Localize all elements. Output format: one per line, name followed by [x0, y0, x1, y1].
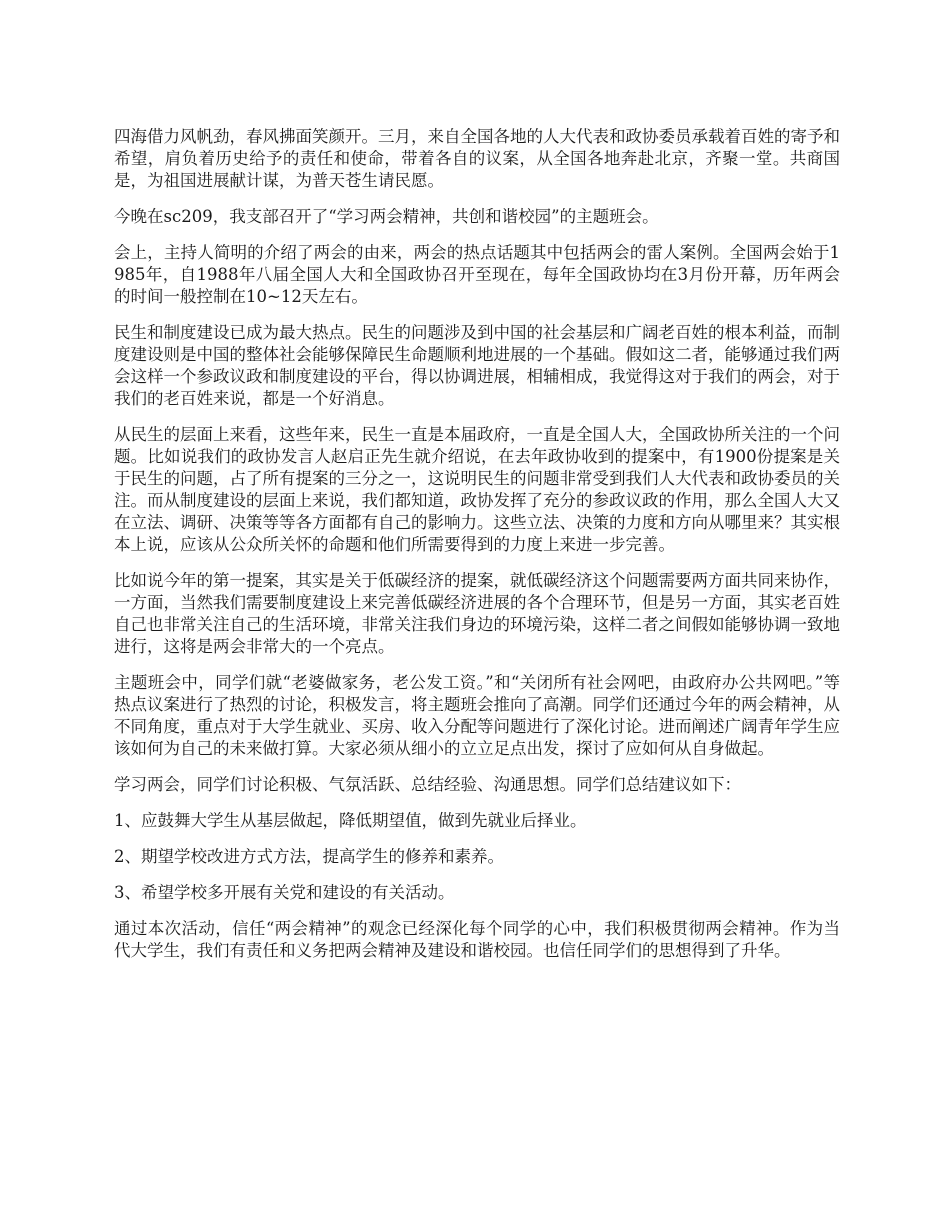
paragraph-meeting: 今晚在sc209，我支部召开了“学习两会精神，共创和谐校园”的主题班会。	[114, 207, 659, 226]
paragraph-intro: 四海借力风帆劲，春风拂面笑颜开。三月，来自全国各地的人大代表和政协委员承载着百姓的寄予和希望，肩负着历史给予的责任和使命，带着各自的议案，从全国各地奔赴北京，齐聚一堂。共商国是，为祖国进展献计谋，为普天苍生请民愿。	[114, 127, 840, 190]
paragraph-history: 会上，主持人简明的介绍了两会的由来，两会的热点话题其中包括两会的雷人案例。全国两会始于1985年，自1988年八届全国人大和全国政协召开至现在，每年全国政协均在3月份开幕，历年两会的时间一般控制在10~12天左右。	[114, 243, 840, 306]
document-body	[114, 126, 840, 976]
list-item-1: 1、应鼓舞大学生从基层做起，降低期望值，做到先就业后择业。	[114, 811, 587, 830]
paragraph-conclusion: 通过本次活动，信任“两会精神”的观念已经深化每个同学的心中，我们积极贯彻两会精神。作为当代大学生，我们有责任和义务把两会精神及建设和谐校园。也信任同学们的思想得到了升华。	[114, 919, 840, 960]
list-item-2: 2、期望学校改进方式方法，提高学生的修养和素养。	[114, 847, 504, 866]
paragraph-livelihood-detail: 从民生的层面上来看，这些年来，民生一直是本届政府，一直是全国人大，全国政协所关注的一个问题。比如说我们的政协发言人赵启正先生就介绍说，在去年政协收到的提案中，有1900份提案是关于民生的问题，占了所有提案的三分之一，这说明民生的问题非常受到我们人大代表和政协委员的关注。而从制度建设的层面上来说，我们都知道，政协发挥了充分的参政议政的作用，那么全国人大又在立法、调研、决策等等各方面都有自己的影响力。这些立法、决策的力度和方向从哪里来？其实根本上说，应该从公众所关怀的命题和他们所需要得到的力度上来进一步完善。	[114, 425, 840, 554]
list-item-3: 3、希望学校多开展有关党和建设的有关活动。	[114, 883, 455, 902]
paragraph-discussion: 主题班会中，同学们就“老婆做家务，老公发工资。”和“关闭所有社会网吧，由政府办公共网吧。”等热点议案进行了热烈的讨论，积极发言，将主题班会推向了高潮。同学们还通过今年的两会精神，从不同角度，重点对于大学生就业、买房、收入分配等问题进行了深化讨论。进而阐述广阔青年学生应该如何为自己的未来做打算。大家必须从细小的立立足点出发，探讨了应如何从自身做起。	[114, 673, 840, 758]
paragraph-summary-intro: 学习两会，同学们讨论积极、气氛活跃、总结经验、沟通思想。同学们总结建议如下：	[114, 775, 741, 794]
paragraph-livelihood: 民生和制度建设已成为最大热点。民生的问题涉及到中国的社会基层和广阔老百姓的根本利益，而制度建设则是中国的整体社会能够保障民生命题顺利地进展的一个基础。假如这二者，能够通过我们两会这样一个参政议政和制度建设的平台，得以协调进展，相辅相成，我觉得这对于我们的两会，对于我们的老百姓来说，都是一个好消息。	[114, 323, 840, 408]
paragraph-low-carbon: 比如说今年的第一提案，其实是关于低碳经济的提案，就低碳经济这个问题需要两方面共同来协作，一方面，当然我们需要制度建设上来完善低碳经济进展的各个合理环节，但是另一方面，其实老百姓自己也非常关注自己的生活环境，非常关注我们身边的环境污染，这样二者之间假如能够协调一致地进行，这将是两会非常大的一个亮点。	[114, 571, 840, 656]
